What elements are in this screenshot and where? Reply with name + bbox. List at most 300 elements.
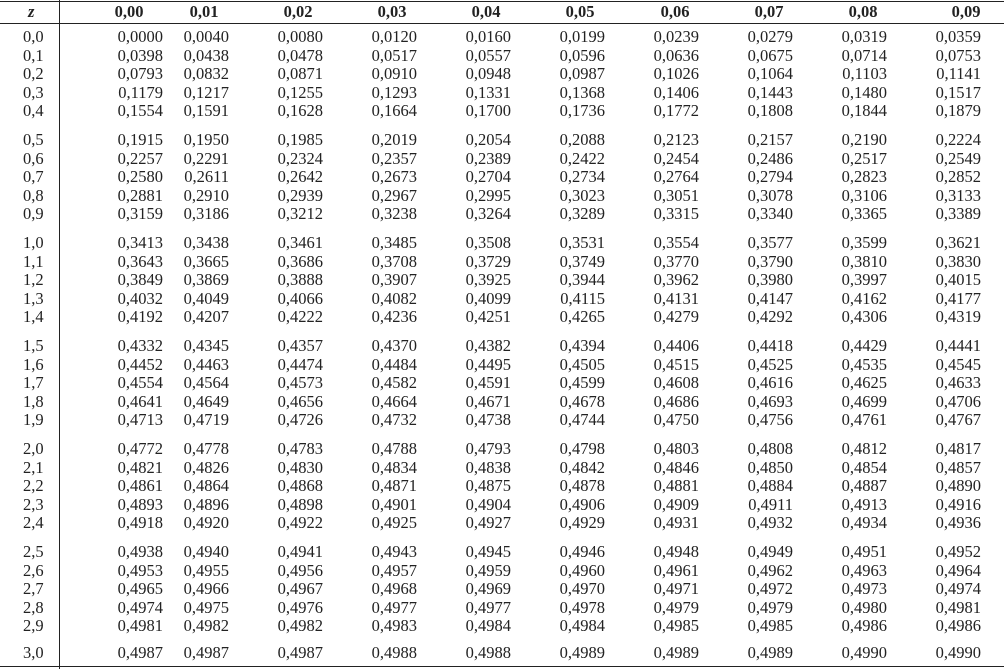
table-cell: 0,4920 [183,513,229,532]
table-cell: 0,4429 [841,336,887,355]
table-cell: 0,4131 [653,288,699,308]
table-cell: 0,0279 [747,27,793,46]
z-value: 1,1 [23,251,44,271]
table-cell: 0,1103 [842,64,887,83]
z-value: 0,6 [23,148,44,168]
table-cell: 0,4808 [747,439,793,458]
column-header: 0,05 [565,2,595,21]
table-cell: 0,0871 [277,64,323,83]
z-value: 0,1 [23,45,44,65]
table-cell: 0,2704 [465,167,511,186]
table-cell: 0,2190 [841,130,887,149]
table-cell: 0,4082 [371,288,417,308]
table-cell: 0,2967 [371,185,417,205]
table-cell: 0,4798 [559,439,605,458]
z-value: 2,8 [23,597,44,617]
table-cell: 0,4983 [371,616,417,635]
table-cell: 0,3289 [559,204,605,223]
table-cell: 0,4962 [747,560,793,580]
table-cell: 0,4941 [277,542,323,561]
table-cell: 0,2823 [841,167,887,186]
table-cell: 0,4591 [465,373,511,392]
table-cell: 0,0438 [183,45,229,65]
table-cell: 0,0000 [117,27,163,46]
table-cell: 0,4986 [935,616,981,635]
table-cell: 0,2389 [465,148,511,168]
table-cell: 0,4693 [747,391,793,411]
z-value: 1,9 [23,410,44,429]
table-cell: 0,1591 [183,101,229,120]
table-cell: 0,0160 [465,27,511,46]
column-header: 0,06 [660,2,690,21]
table-cell: 0,4861 [117,476,163,495]
table-cell: 0,3643 [117,251,163,271]
table-cell: 0,2852 [935,167,981,186]
z-value: 1,2 [23,270,44,289]
table-cell: 0,4834 [371,457,417,477]
table-cell: 0,4812 [841,439,887,458]
table-cell: 0,4961 [653,560,699,580]
table-cell: 0,4945 [465,542,511,561]
table-cell: 0,4893 [117,494,163,514]
table-cell: 0,3413 [117,233,163,252]
table-cell: 0,3869 [183,270,229,289]
table-cell: 0,1255 [277,82,323,102]
table-cell: 0,4484 [371,354,417,374]
table-cell: 0,1026 [653,64,699,83]
table-cell: 0,4738 [465,410,511,429]
table-cell: 0,4633 [935,373,981,392]
table-cell: 0,4887 [841,476,887,495]
table-cell: 0,4972 [747,579,793,598]
table-cell: 0,2054 [465,130,511,149]
table-cell: 0,4192 [117,307,163,326]
table-cell: 0,4564 [183,373,229,392]
table-cell: 0,4115 [560,288,605,308]
table-cell: 0,4830 [277,457,323,477]
bottom-rule [0,666,1004,667]
table-cell: 0,4896 [183,494,229,514]
table-cell: 0,4987 [277,643,323,662]
table-cell: 0,4826 [183,457,229,477]
table-cell: 0,4265 [559,307,605,326]
table-cell: 0,4986 [841,616,887,635]
table-cell: 0,4987 [117,643,163,662]
table-cell: 0,4319 [935,307,981,326]
table-cell: 0,4783 [277,439,323,458]
table-cell: 0,2642 [277,167,323,186]
table-cell: 0,4916 [935,494,981,514]
table-cell: 0,4963 [841,560,887,580]
table-cell: 0,2257 [117,148,163,168]
table-cell: 0,4345 [183,336,229,355]
table-cell: 0,4357 [277,336,323,355]
table-cell: 0,3888 [277,270,323,289]
table-cell: 0,4932 [747,513,793,532]
table-cell: 0,1368 [559,82,605,102]
table-cell: 0,1517 [935,82,981,102]
table-cell: 0,4871 [371,476,417,495]
table-cell: 0,3962 [653,270,699,289]
table-cell: 0,4099 [465,288,511,308]
z-value: 2,7 [23,579,44,598]
table-cell: 0,3925 [465,270,511,289]
table-cell: 0,4441 [935,336,981,355]
table-cell: 0,4838 [465,457,511,477]
table-cell: 0,3461 [277,233,323,252]
table-cell: 0,4981 [117,616,163,635]
table-cell: 0,4842 [559,457,605,477]
table-cell: 0,4936 [935,513,981,532]
table-cell: 0,4906 [559,494,605,514]
table-cell: 0,3944 [559,270,605,289]
table-cell: 0,4625 [841,373,887,392]
table-cell: 0,1664 [371,101,417,120]
table-cell: 0,1700 [465,101,511,120]
table-cell: 0,4713 [117,410,163,429]
table-cell: 0,4966 [183,579,229,598]
table-cell: 0,2673 [371,167,417,186]
table-cell: 0,0948 [465,64,511,83]
table-cell: 0,1064 [747,64,793,83]
table-cell: 0,4452 [117,354,163,374]
table-cell: 0,4904 [465,494,511,514]
table-cell: 0,3340 [747,204,793,223]
z-value: 1,4 [23,307,44,326]
table-cell: 0,2224 [935,130,981,149]
z-value: 2,0 [23,439,44,458]
table-cell: 0,2088 [559,130,605,149]
table-cell: 0,4207 [183,307,229,326]
z-value: 2,3 [23,494,44,514]
table-cell: 0,4706 [935,391,981,411]
table-cell: 0,0753 [935,45,981,65]
table-cell: 0,3810 [841,251,887,271]
table-cell: 0,4951 [841,542,887,561]
table-cell: 0,4616 [747,373,793,392]
table-cell: 0,1772 [653,101,699,120]
table-cell: 0,2995 [465,185,511,205]
table-cell: 0,0199 [559,27,605,46]
table-cell: 0,4890 [935,476,981,495]
table-cell: 0,4525 [747,354,793,374]
z-value: 1,8 [23,391,44,411]
table-cell: 0,4664 [371,391,417,411]
table-cell: 0,4990 [935,643,981,662]
table-cell: 0,4817 [935,439,981,458]
table-cell: 0,4938 [117,542,163,561]
table-cell: 0,2939 [277,185,323,205]
table-cell: 0,0675 [747,45,793,65]
table-cell: 0,4977 [465,597,511,617]
table-cell: 0,4988 [465,643,511,662]
table-cell: 0,4793 [465,439,511,458]
table-cell: 0,4474 [277,354,323,374]
table-cell: 0,4788 [371,439,417,458]
table-cell: 0,4177 [935,288,981,308]
table-cell: 0,3749 [559,251,605,271]
table-cell: 0,4931 [653,513,699,532]
table-cell: 0,3365 [841,204,887,223]
table-cell: 0,0636 [653,45,699,65]
table-cell: 0,0714 [841,45,887,65]
table-cell: 0,4982 [183,616,229,635]
z-value: 2,6 [23,560,44,580]
table-cell: 0,3665 [183,251,229,271]
table-cell: 0,1628 [277,101,323,120]
table-cell: 0,4925 [371,513,417,532]
table-cell: 0,0120 [371,27,417,46]
table-cell: 0,2019 [371,130,417,149]
table-cell: 0,4952 [935,542,981,561]
table-cell: 0,4857 [935,457,981,477]
table-cell: 0,4984 [559,616,605,635]
table-cell: 0,3830 [935,251,981,271]
table-cell: 0,4279 [653,307,699,326]
table-cell: 0,3508 [465,233,511,252]
table-cell: 0,4980 [841,597,887,617]
table-cell: 0,2580 [117,167,163,186]
table-cell: 0,4979 [747,597,793,617]
table-cell: 0,4744 [559,410,605,429]
table-cell: 0,4973 [841,579,887,598]
table-cell: 0,2291 [183,148,229,168]
table-cell: 0,3531 [559,233,605,252]
table-cell: 0,2357 [371,148,417,168]
table-cell: 0,4821 [117,457,163,477]
table-cell: 0,3686 [277,251,323,271]
table-cell: 0,0557 [465,45,511,65]
table-cell: 0,4881 [653,476,699,495]
table-cell: 0,4957 [371,560,417,580]
table-cell: 0,4545 [935,354,981,374]
table-cell: 0,4686 [653,391,699,411]
table-cell: 0,4978 [559,597,605,617]
table-cell: 0,4913 [841,494,887,514]
table-cell: 0,4969 [465,579,511,598]
table-cell: 0,4767 [935,410,981,429]
table-cell: 0,3264 [465,204,511,223]
z-value: 3,0 [23,643,44,662]
table-cell: 0,1480 [841,82,887,102]
table-cell: 0,0832 [183,64,229,83]
table-cell: 0,4918 [117,513,163,532]
table-cell: 0,3238 [371,204,417,223]
table-cell: 0,4678 [559,391,605,411]
table-cell: 0,4854 [841,457,887,477]
table-cell: 0,3599 [841,233,887,252]
table-cell: 0,2422 [559,148,605,168]
table-cell: 0,1217 [183,82,229,102]
table-cell: 0,4671 [465,391,511,411]
table-cell: 0,1554 [117,101,163,120]
table-cell: 0,4306 [841,307,887,326]
table-cell: 0,4418 [747,336,793,355]
z-value: 2,4 [23,513,44,532]
table-cell: 0,4251 [465,307,511,326]
table-cell: 0,4985 [747,616,793,635]
z-value: 0,5 [23,130,44,149]
table-cell: 0,0517 [371,45,417,65]
table-cell: 0,1808 [747,101,793,120]
table-cell: 0,1331 [465,82,511,102]
z-value: 2,5 [23,542,44,561]
column-header: 0,09 [951,2,981,21]
table-cell: 0,2486 [747,148,793,168]
table-cell: 0,4846 [653,457,699,477]
table-cell: 0,4463 [183,354,229,374]
table-cell: 0,3997 [841,270,887,289]
column-header: 0,01 [189,2,219,21]
table-cell: 0,2454 [653,148,699,168]
table-cell: 0,4976 [277,597,323,617]
table-cell: 0,4974 [117,597,163,617]
table-cell: 0,4949 [747,542,793,561]
column-header: 0,02 [283,2,313,21]
table-cell: 0,4960 [559,560,605,580]
table-cell: 0,1179 [118,82,163,102]
table-cell: 0,4066 [277,288,323,308]
table-cell: 0,4971 [653,579,699,598]
table-cell: 0,3621 [935,233,981,252]
table-cell: 0,1915 [117,130,163,149]
table-cell: 0,4599 [559,373,605,392]
table-cell: 0,4988 [371,643,417,662]
table-cell: 0,4965 [117,579,163,598]
table-cell: 0,4292 [747,307,793,326]
table-cell: 0,4032 [117,288,163,308]
table-cell: 0,4990 [841,643,887,662]
z-value: 0,0 [23,27,44,46]
table-cell: 0,4726 [277,410,323,429]
table-cell: 0,4953 [117,560,163,580]
table-cell: 0,3051 [653,185,699,205]
table-cell: 0,0596 [559,45,605,65]
table-cell: 0,4956 [277,560,323,580]
table-cell: 0,3438 [183,233,229,252]
table-cell: 0,1844 [841,101,887,120]
table-cell: 0,1293 [371,82,417,102]
column-header: 0,08 [848,2,878,21]
table-cell: 0,0987 [559,64,605,83]
z-value: 1,7 [23,373,44,392]
table-cell: 0,4981 [935,597,981,617]
header-rule [0,23,1004,24]
table-cell: 0,4864 [183,476,229,495]
table-cell: 0,3980 [747,270,793,289]
table-cell: 0,4989 [747,643,793,662]
table-cell: 0,3790 [747,251,793,271]
z-value: 2,1 [23,457,44,477]
table-cell: 0,3133 [935,185,981,205]
table-cell: 0,4394 [559,336,605,355]
table-cell: 0,4922 [277,513,323,532]
table-cell: 0,1985 [277,130,323,149]
table-cell: 0,0910 [371,64,417,83]
table-cell: 0,4382 [465,336,511,355]
table-cell: 0,4875 [465,476,511,495]
z-value: 0,2 [23,64,44,83]
table-cell: 0,4772 [117,439,163,458]
table-cell: 0,4975 [183,597,229,617]
table-cell: 0,1879 [935,101,981,120]
table-cell: 0,4573 [277,373,323,392]
table-cell: 0,4901 [371,494,417,514]
table-cell: 0,4535 [841,354,887,374]
table-cell: 0,4977 [371,597,417,617]
table-cell: 0,1141 [936,64,981,83]
table-cell: 0,2549 [935,148,981,168]
table-cell: 0,2910 [183,185,229,205]
table-cell: 0,4649 [183,391,229,411]
table-cell: 0,4515 [653,354,699,374]
table-cell: 0,4982 [277,616,323,635]
table-cell: 0,4236 [371,307,417,326]
table-cell: 0,4878 [559,476,605,495]
z-value: 1,3 [23,288,44,308]
column-header: 0,07 [754,2,784,21]
table-cell: 0,4909 [653,494,699,514]
table-cell: 0,1950 [183,130,229,149]
table-cell: 0,4778 [183,439,229,458]
table-cell: 0,4911 [748,494,793,514]
z-value: 0,7 [23,167,44,186]
table-cell: 0,3770 [653,251,699,271]
table-cell: 0,4943 [371,542,417,561]
table-cell: 0,3078 [747,185,793,205]
table-cell: 0,4699 [841,391,887,411]
table-cell: 0,4979 [653,597,699,617]
table-cell: 0,3159 [117,204,163,223]
table-cell: 0,4406 [653,336,699,355]
table-cell: 0,3708 [371,251,417,271]
table-cell: 0,2881 [117,185,163,205]
table-cell: 0,4987 [183,643,229,662]
table-cell: 0,4970 [559,579,605,598]
z-value: 0,8 [23,185,44,205]
table-cell: 0,4964 [935,560,981,580]
table-cell: 0,4554 [117,373,163,392]
table-cell: 0,4332 [117,336,163,355]
table-cell: 0,4049 [183,288,229,308]
table-cell: 0,0040 [183,27,229,46]
table-cell: 0,4608 [653,373,699,392]
table-cell: 0,4850 [747,457,793,477]
z-value: 1,6 [23,354,44,374]
table-cell: 0,2611 [184,167,229,186]
table-cell: 0,3729 [465,251,511,271]
table-cell: 0,0319 [841,27,887,46]
column-header: 0,04 [471,2,501,21]
table-cell: 0,4955 [183,560,229,580]
table-cell: 0,2734 [559,167,605,186]
table-cell: 0,0359 [935,27,981,46]
table-cell: 0,4868 [277,476,323,495]
table-cell: 0,3023 [559,185,605,205]
table-cell: 0,0793 [117,64,163,83]
table-cell: 0,2157 [747,130,793,149]
table-cell: 0,0478 [277,45,323,65]
table-cell: 0,4940 [183,542,229,561]
table-cell: 0,4732 [371,410,417,429]
table-cell: 0,4505 [559,354,605,374]
table-cell: 0,4162 [841,288,887,308]
table-cell: 0,4934 [841,513,887,532]
table-cell: 0,3389 [935,204,981,223]
table-cell: 0,4946 [559,542,605,561]
table-cell: 0,3554 [653,233,699,252]
table-cell: 0,3907 [371,270,417,289]
